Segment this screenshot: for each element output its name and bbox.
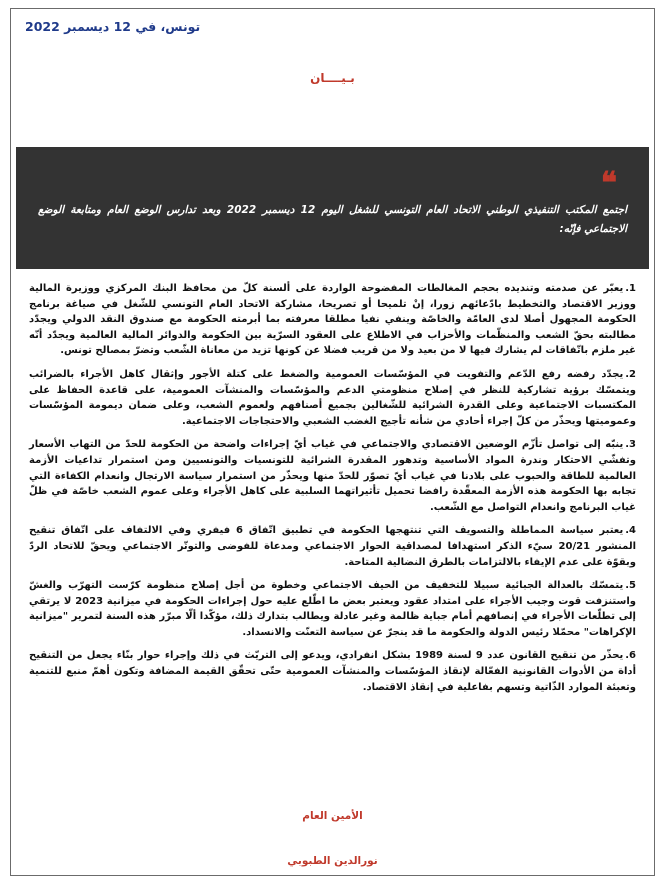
quote-icon: ❝ [600, 166, 617, 201]
statement-page [10, 8, 655, 876]
item-text: ينبّه إلى تواصل تأزّم الوضعين الاقتصادي والاجتماعي في غياب أيّ إجراءات واضحة من الحكومة للحدّ من التهاب الأسعار وتفشّي الاحتكار وندرة المواد الأساسية وتدهور المقدرة الشرائية للتونسيات والتونسيين ومن استمرار تداعيات الأزمة العالمية للطاقة والحبوب على بلادنا في غياب أيّ تصوّر للحدّ منها ويحذّر من استمرار سياسة الارتجال وانعدام الكفاءة التي تجابه بها الحكومة هذه الأزمة المعقّدة رافضا تحميل تأثيراتهما السلبية على كاهل الأجراء وعلى عموم الشعب خاصّة في ظلّ غياب البرنامج وانعدام التواصل مع الشّعب. [29, 439, 636, 513]
item-number: 1. [625, 283, 636, 294]
item-text: يتمسّك بالعدالة الجبائية سبيلا للتخفيف من الحيف الاجتماعي وخطوة من أجل إصلاح منظومة كرّست التهرّب والغشّ واستنزفت قوت وجيب الأجراء على امتداد عقود ويعتبر بعض ما اطّلع عليه حول إجراءات الحكومة في ميزانية 2023 لا يرتقي إلى تطلّعات الأجراء في إنصافهم أمام جباية ظالمة وغير عادلة ويطالب بتدارك ذلك، مؤكّدا ألّا مبرّر هذه السنة لتمرير "ميزانية الإكراهات" محمّلا رئيس الدولة والحكومة ما قد ينجرّ عن سياسة التعنّت والانسداد. [29, 580, 636, 638]
list-item [29, 281, 636, 359]
list-item [29, 437, 636, 515]
signatory-title: الأمين العام [302, 810, 363, 822]
list-item [29, 578, 636, 640]
item-text: يعتبر سياسة المماطلة والتسويف التي تنتهجها الحكومة في تطبيق اتّفاق 6 فيفري وفي الالتفاف على اتّفاق تنقيح المنشور 20/21 سيّء الذكر استهدافا لمصداقية الحوار الاجتماعي ومدعاة للفوضى والتوتّر الاجتماعي ويحقّ للاتحاد الردّ وبقوّة على عدم الإيفاء بالالتزامات بالطرق النضالية المتاحة. [29, 525, 637, 568]
item-text: يحذّر من تنقيح القانون عدد 9 لسنة 1989 بشكل انفرادي، ويدعو إلى التريّث في ذلك وإجراء حوار بنّاء يجعل من التنقيح أداة من الأدوات القانونية الفعّالة لإنقاذ المؤسّسات والمنشآت العمومية حتّى تحقّق القيمة المضافة وتكون أهمّ منبع للتنمية وتعبئة الموارد الذّاتية وتسهم بفاعلية في إنقاذ الاقتصاد. [29, 650, 636, 693]
item-number: 5. [625, 580, 636, 592]
document-date: تونس، في 12 ديسمبر 2022 [25, 19, 201, 34]
list-item [29, 367, 636, 429]
list-item [29, 523, 636, 570]
intro-banner [16, 147, 649, 269]
item-text: يعبّر عن صدمته وتنديده بحجم المغالطات المفضوحة الواردة على ألسنة كلّ من محافظ البنك المركزي ووزيرة المالية ووزير الاقتصاد والتخطيط بادّعائهم زورا، إنْ تلميحا أو تصريحا، مشاركة الاتحاد العام التونسي للشّغل في صياغة برنامج الحكومة المجهول أصلا لدى العامّة والخاصّة وينفي نفيا مطلقا معرفته بما أبرمته الحكومة مع صندوق النقد الدولي ويجدّد مطالبته بحقّ الشعب والمنظّمات والأحزاب في الاطلاع على العقود السرّية بين الحكومة والدوائر المالية العالمية ويجدّد أنّه غير ملزم باتّفاقات لم يشارك فيها لا من بعيد ولا من قريب فضلا عن كونها تزيد من معاناة الشّعب وتضرّ بمصالح تونس. [29, 283, 636, 357]
signatory-name: نورالدين الطبوبي [287, 855, 378, 867]
list-item [29, 648, 636, 695]
intro-text: اجتمع المكتب التنفيذي الوطني الاتحاد العام التونسي للشغل اليوم 12 ديسمبر 2022 وبعد تدارس الوضع العام ومتابعة الوضع الاجتماعي فإنّه: [38, 204, 627, 235]
item-text: يجدّد رفضه رفع الدّعم والتفويت في المؤسّسات العمومية والضغط على كتلة الأجور وإثقال كاهل الأجراء بالضرائب ويتمسّك برؤية تشاركية للنظر في إصلاح منظومتي الدعم والمؤسّسات والمنشآت العمومية، على قاعدة الحفاظ على المكتسبات الاجتماعية وعلى القدرة الشرائية للشّغالين بجميع أصنافهم ولعموم الشعب، وعلى ضمان ديمومة المؤسّسات وعموميتها ويحذّر من كلّ إجراء أحادي من شأنه تأجيج الغضب الشعبي والاحتجاجات الاجتماعية. [29, 368, 636, 427]
item-number: 4. [625, 525, 636, 537]
item-number: 6. [625, 650, 636, 662]
item-number: 3. [625, 439, 636, 451]
statement-items [29, 281, 636, 703]
document-title: بـيــــان [310, 71, 355, 85]
item-number: 2. [625, 368, 636, 380]
